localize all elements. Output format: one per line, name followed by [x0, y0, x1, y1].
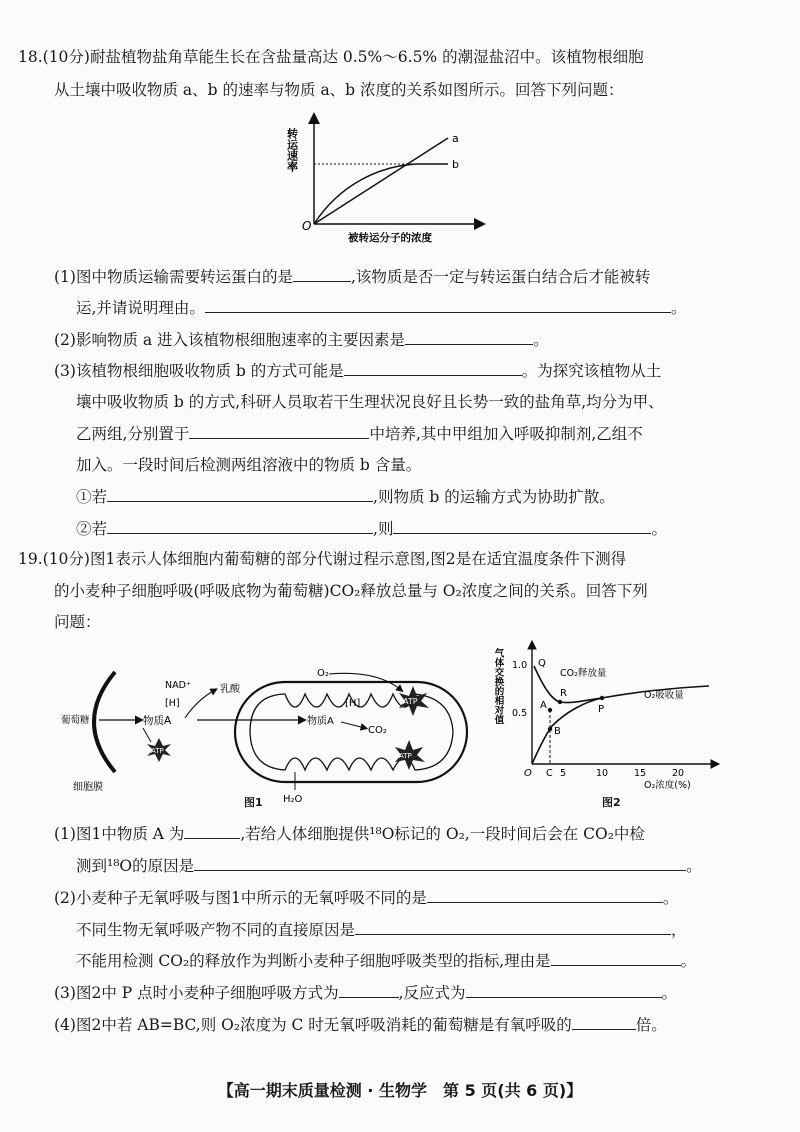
q19-sub2-blank3[interactable]: [551, 950, 681, 966]
curve-b-label: b: [452, 158, 459, 171]
q18-sub3-text-d2: 中培养,其中甲组加入呼吸抑制剂,乙组不: [369, 425, 643, 443]
q18-sub1-blank2[interactable]: [205, 297, 671, 313]
o2-uptake-label: O₂吸收量: [644, 690, 684, 701]
q19-sub1-text-b: ,若给人体细胞提供¹⁸O标记的 O₂,一段时间后会在 CO₂中检: [240, 825, 645, 843]
q19-sub2-text-b: 不同生物无氧呼吸产物不同的直接原因是: [76, 921, 356, 939]
q18-sub3-line2: 壤中吸收物质 b 的方式,科研人员取若干生理状况良好且长势一致的盐角草,均分为甲、: [76, 393, 664, 411]
cell-membrane-arc: [94, 672, 115, 772]
q18-case1-text-b: ,则物质 b 的运输方式为协助扩散。: [373, 488, 615, 506]
q18-sub3-text-a: (3)该植物根细胞吸收物质 b 的方式可能是: [54, 362, 344, 380]
q19-sub1-text-c: 测到¹⁸O的原因是: [76, 857, 195, 875]
point-q-label: Q: [538, 658, 546, 669]
q18-sub1-line1: [54, 266, 650, 287]
q19-sub2-blank2[interactable]: [355, 919, 671, 935]
atp-label-2: ATP: [403, 697, 418, 706]
h-label-2: [H]: [345, 698, 361, 709]
q18-case2-blank2[interactable]: [393, 518, 651, 534]
co2-release-label: CO₂释放量: [560, 668, 607, 679]
point-b-dot: [548, 727, 552, 731]
point-r-label: R: [560, 688, 567, 699]
atp-label-3: ATP: [399, 752, 412, 760]
q18-case2-period: 。: [651, 520, 667, 538]
q18-sub1-period: 。: [670, 299, 687, 317]
q18-sub1-text-a: (1)图中物质运输需要转运蛋白的是: [54, 268, 293, 286]
q18-sub3-line4: 加入。一段时间后检测两组溶液中的物质 b 含量。: [76, 456, 422, 474]
q19-stem-line2: 的小麦种子细胞呼吸(呼吸底物为葡萄糖)CO₂释放总量与 O₂浓度之间的关系。回答下列: [54, 582, 648, 600]
q19-sub1-period: 。: [686, 857, 702, 875]
atp-label-1: ATP: [151, 747, 164, 755]
q18-case1-text-a: ①若: [76, 488, 108, 506]
co2-arrow: [341, 722, 365, 728]
co2-label: CO₂: [368, 725, 387, 736]
q19-sub3-text-b: ,反应式为: [398, 984, 466, 1002]
fig2-xtick-15: 15: [634, 768, 647, 779]
substance-a-label-1: 物质A: [143, 715, 172, 727]
curve-a: [314, 138, 448, 224]
point-p-label: P: [598, 704, 605, 715]
h-label-1: [H]: [165, 698, 180, 709]
fig2-xtick-origin: O: [524, 768, 532, 779]
y-axis-label: 转运速率: [285, 128, 299, 172]
q18-sub2-line: [54, 329, 549, 350]
x-axis-label: 被转运分子的浓度: [348, 232, 432, 244]
q18-stem-line2: 从土壤中吸收物质 a、b 的速率与物质 a、b 浓度的关系如图所示。回答下列问题：: [54, 81, 624, 99]
q19-figure1-metabolism-diagram: [55, 660, 480, 810]
q19-sub3-period: 。: [661, 984, 678, 1002]
fig2-xtick-c: C: [546, 768, 553, 779]
o2-label: O₂: [317, 668, 329, 679]
q18-sub3-line1: [54, 360, 661, 381]
q18-sub3-text-d1: 乙两组,分别置于: [76, 425, 190, 443]
nad-label: NAD⁺: [165, 680, 191, 691]
q18-sub3-blank1[interactable]: [344, 360, 522, 376]
membrane-label: 细胞膜: [73, 782, 103, 793]
q18-sub2-text: (2)影响物质 a 进入该植物根细胞速率的主要因素是: [54, 331, 406, 349]
point-r-dot: [558, 700, 562, 704]
curve-a-label: a: [452, 132, 459, 145]
q19-sub4-line: [54, 1014, 667, 1035]
fig2-x-axis-label: O₂浓度(%): [644, 780, 691, 791]
substance-a-label-2: 物质A: [307, 716, 334, 727]
fig2-xtick-10: 10: [596, 768, 609, 779]
q19-sub4-text-b: 倍。: [635, 1016, 667, 1034]
q18-sub1-text-b: ,该物质是否一定与转运蛋白结合后才能被转: [350, 268, 651, 286]
point-p-dot: [600, 696, 604, 700]
lactic-acid-label: 乳酸: [220, 684, 240, 695]
q19-sub2-line1: [54, 887, 678, 908]
q19-sub3-blank2[interactable]: [466, 982, 662, 998]
q19-sub1-line1: [54, 823, 645, 844]
q18-sub2-period: 。: [533, 331, 549, 349]
glucose-label: 葡萄糖: [61, 715, 90, 726]
q18-stem-line1: 18.(10分)耐盐植物盐角草能生长在含盐量高达 0.5%～6.5% 的潮湿盐沼中。该植物根细胞: [18, 48, 644, 66]
fig2-y-axis-label: 气体交换的相对值: [492, 648, 504, 724]
q19-sub3-blank1[interactable]: [339, 982, 399, 998]
point-b-label: B: [554, 726, 561, 737]
q19-sub2-line3: [76, 950, 696, 971]
q19-sub1-blank1[interactable]: [184, 823, 240, 839]
q19-sub2-comma: ，: [671, 921, 687, 939]
q18-case2-text-a: ②若: [76, 520, 108, 538]
q18-case1-blank[interactable]: [107, 486, 373, 502]
q18-sub3-text-b: 。为探究该植物从土: [521, 362, 662, 380]
q19-sub2-text-a: (2)小麦种子无氧呼吸与图1中所示的无氧呼吸不同的是: [54, 889, 427, 907]
q19-stem-line1: 19.(10分)图1表示人体细胞内葡萄糖的部分代谢过程示意图,图2是在适宜温度条件下测得: [18, 550, 627, 568]
q18-case2-text-b: ,则: [373, 520, 394, 538]
q18-sub3-blank2[interactable]: [189, 423, 369, 439]
origin-label: O: [302, 219, 312, 233]
q18-sub3-line3: [76, 423, 643, 444]
q19-sub2-line2: [76, 919, 687, 940]
fig2-ytick-0-5: 0.5: [512, 708, 528, 719]
fig2-xtick-20: 20: [672, 768, 685, 779]
q19-sub3-text-a: (3)图2中 P 点时小麦种子细胞呼吸方式为: [54, 984, 339, 1002]
q18-case2-blank1[interactable]: [107, 518, 373, 534]
q19-sub4-text-a: (4)图2中若 AB=BC,则 O₂浓度为 C 时无氧呼吸消耗的葡萄糖是有氧呼吸的: [54, 1016, 572, 1034]
q18-sub1-text-c: 运,并请说明理由。: [76, 299, 205, 317]
fig2-ytick-1: 1.0: [512, 660, 528, 671]
page-footer: 【高一期末质量检测 · 生物学 第 5 页(共 6 页)】: [217, 1081, 583, 1100]
q18-transport-graph: [285, 112, 488, 247]
point-a-dot: [548, 708, 552, 712]
q19-sub1-line2: [76, 855, 702, 876]
q18-sub2-blank[interactable]: [405, 329, 533, 345]
curve-b: [314, 164, 448, 224]
point-a-label: A: [540, 700, 547, 711]
lactic-arrow: [185, 690, 215, 718]
q19-sub1-blank2[interactable]: [194, 855, 686, 871]
q19-sub1-text-a: (1)图1中物质 A 为: [54, 825, 185, 843]
q19-sub4-blank[interactable]: [572, 1014, 636, 1030]
q19-stem-line3: 问题：: [54, 613, 101, 631]
q19-figure2-respiration-graph: [494, 636, 724, 791]
q19-sub2-period-2: 。: [680, 952, 697, 970]
q19-sub2-blank1[interactable]: [427, 887, 663, 903]
q19-sub2-text-c: 不能用检测 CO₂的释放作为判断小麦种子细胞呼吸类型的指标,理由是: [76, 952, 551, 970]
q18-case2-line: [76, 518, 667, 539]
q18-sub1-line2: [76, 297, 686, 318]
q18-case1-line: [76, 486, 615, 507]
q19-sub2-period: 。: [662, 889, 679, 907]
fig2-xtick-5: 5: [560, 768, 567, 779]
h2o-label: H₂O: [283, 794, 303, 805]
figure2-caption: 图2: [602, 796, 621, 809]
q19-sub3-line: [54, 982, 677, 1003]
atp-arrow-1: [143, 728, 151, 742]
q18-sub1-blank1[interactable]: [293, 266, 351, 282]
figure1-caption: 图1: [244, 796, 263, 809]
